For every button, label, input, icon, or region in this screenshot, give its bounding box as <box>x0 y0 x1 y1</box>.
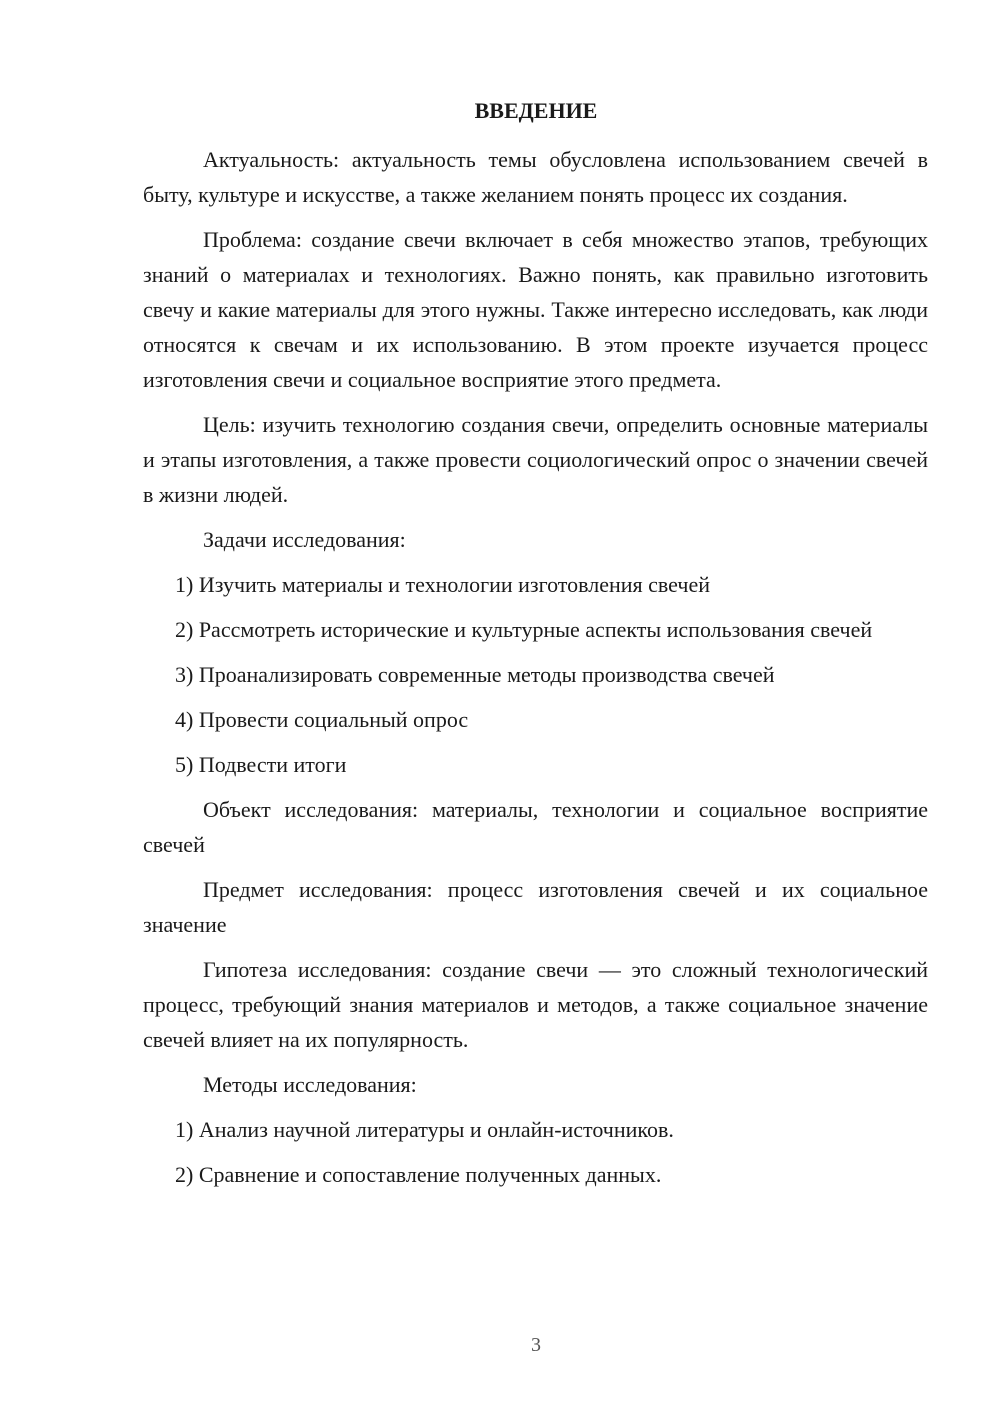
body-text <box>143 142 928 1202</box>
paragraph-methods-heading: Методы исследования: <box>203 1072 417 1097</box>
list-item-method-2: 2) Сравнение и сопоставление полученных данных. <box>175 1162 662 1187</box>
list-item-task-3: 3) Проанализировать современные методы производства свечей <box>175 662 775 687</box>
paragraph-object: Объект исследования: материалы, технологии и социальное восприятие свечей <box>143 797 928 857</box>
list-item-task-4: 4) Провести социальный опрос <box>175 707 469 732</box>
list-item-task-1: 1) Изучить материалы и технологии изготовления свечей <box>175 572 710 597</box>
paragraph-subject: Предмет исследования: процесс изготовления свечей и их социальное значение <box>143 877 928 937</box>
list-item-method-1: 1) Анализ научной литературы и онлайн-источников. <box>175 1117 674 1142</box>
paragraph-hypothesis: Гипотеза исследования: создание свечи — это сложный технологический процесс, требующий знания материалов и методов, а также социальное значение свечей влияет на их популярность. <box>143 957 928 1052</box>
paragraph-problem: Проблема: создание свечи включает в себя множество этапов, требующих знаний о материалах и технологиях. Важно понять, как правильно изготовить свечу и какие материалы для этого нужны. Также интересно исследовать, как люди относятся к свечам и их использованию. В этом проекте изучается процесс изготовления свечи и социальное восприятие этого предмета. <box>143 227 928 392</box>
paragraph-goal: Цель: изучить технологию создания свечи, определить основные материалы и этапы изготовления, а также провести социологический опрос о значении свечей в жизни людей. <box>143 412 928 507</box>
section-title: ВВЕДЕНИЕ <box>474 98 598 123</box>
page-number: 3 <box>531 1334 541 1356</box>
list-item-task-2: 2) Рассмотреть исторические и культурные аспекты использования свечей <box>175 617 873 642</box>
list-item-task-5: 5) Подвести итоги <box>175 752 347 777</box>
paragraph-relevance: Актуальность: актуальность темы обусловлена использованием свечей в быту, культуре и искусстве, а также желанием понять процесс их создания. <box>143 147 928 207</box>
paragraph-tasks-heading: Задачи исследования: <box>203 527 406 552</box>
